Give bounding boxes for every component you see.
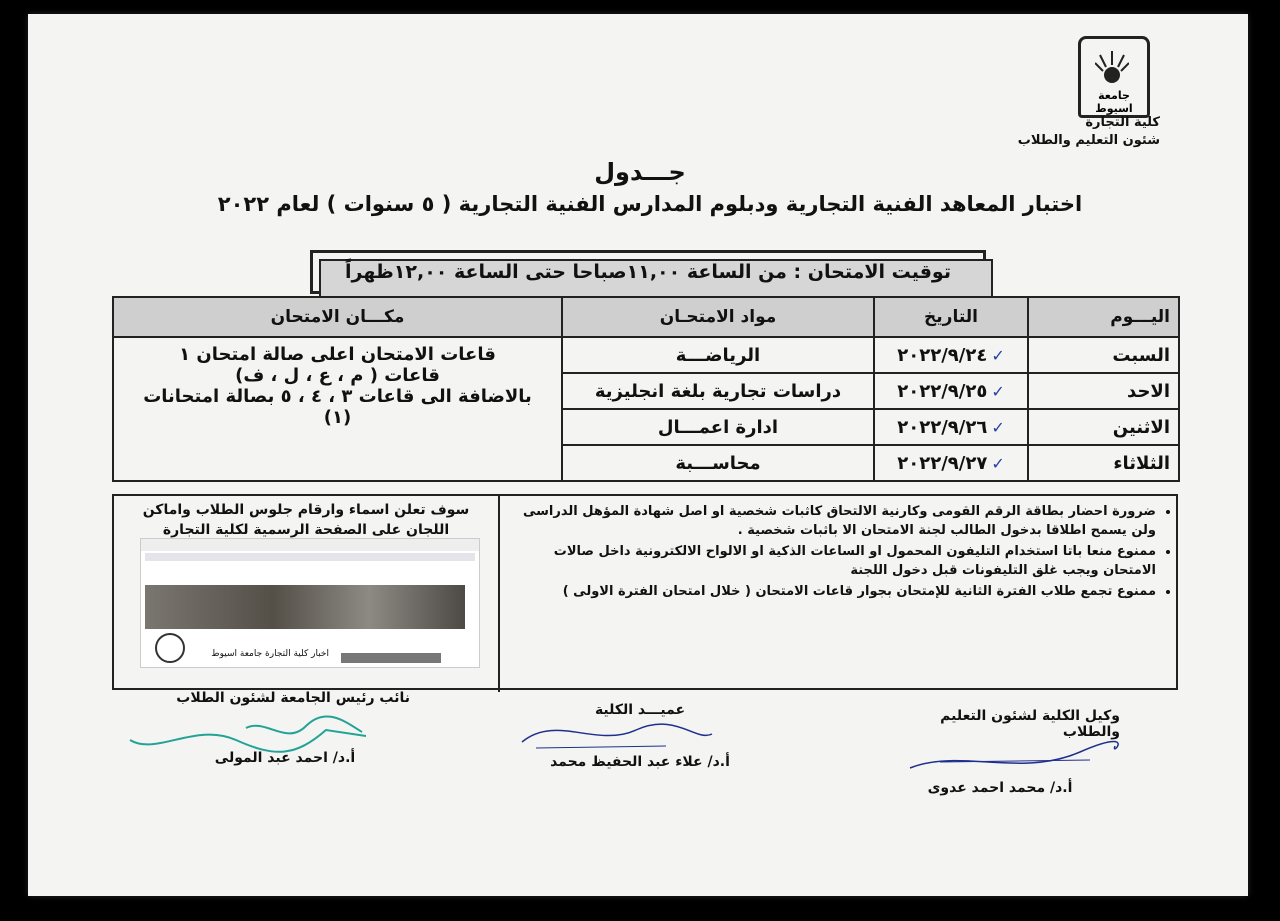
place-line: قاعات الامتحان اعلى صالة امتحان ١ — [179, 344, 496, 365]
header-day: اليـــوم — [1028, 297, 1179, 337]
place-line: بالاضافة الى قاعات ٣ ، ٤ ، ٥ بصالة امتحانات (١) — [143, 386, 532, 428]
subject-cell: الرياضـــة — [562, 337, 874, 373]
subject-cell: ادارة اعمـــال — [562, 409, 874, 445]
handwritten-signature-vice-dean — [900, 738, 1120, 778]
list-item: • ضرورة احضار بطاقة الرقم القومى وكارنية الالتحاق كاثبات شخصية او اصل شهادة المؤهل الدراسى ولن يسمح اطلاقا بدخول الطالب لجنة الامتحان الا باثبات شخصية . — [506, 502, 1156, 540]
list-item: • ممنوع منعا باتا استخدام التليفون المحمول او الساعات الذكية او الالواح الالكترونية داخل صالات الامتحان ويجب غلق التليفونات قبل دخول اللجنة — [506, 542, 1156, 580]
day-cell: الاثنين — [1028, 409, 1179, 445]
sun-emblem-icon — [1095, 49, 1129, 83]
signatory-name: أ.د/ احمد عبد المولى — [214, 750, 356, 766]
list-item: • ممنوع تجمع طلاب الفترة الثانية للإمتحان بجوار قاعات الامتحان ( خلال امتحان الفترة الاولى ) — [506, 582, 1156, 601]
day-cell: السبت — [1028, 337, 1179, 373]
university-logo — [1078, 36, 1150, 118]
handwritten-signature-vp — [126, 716, 376, 760]
check-mark-icon: ✓ — [991, 345, 1005, 365]
subject-cell: دراسات تجارية بلغة انجليزية — [562, 373, 874, 409]
logo-text: جامعة اسيوط — [1095, 89, 1133, 115]
check-mark-icon: ✓ — [991, 381, 1005, 401]
page-button — [341, 653, 441, 663]
exam-timing-box — [310, 250, 986, 294]
signatory-title: نائب رئيس الجامعة لشئون الطلاب — [176, 690, 410, 706]
day-cell: الاحد — [1028, 373, 1179, 409]
date-cell: ✓٢٠٢٢/٩/٢٧ — [874, 445, 1028, 481]
date-cell: ✓٢٠٢٢/٩/٢٥ — [874, 373, 1028, 409]
department-name: شئون التعليم والطلاب — [1017, 133, 1160, 148]
document-title: جـــدول — [594, 158, 686, 186]
page-caption: اخبار كلية التجارة جامعة اسيوط — [211, 649, 329, 659]
instructions-list — [506, 502, 1174, 603]
header-date: التاريخ — [874, 297, 1028, 337]
date-cell: ✓٢٠٢٢/٩/٢٤ — [874, 337, 1028, 373]
header-subject: مواد الامتحـان — [562, 297, 874, 337]
facebook-page-screenshot — [140, 538, 480, 668]
header-place: مكـــان الامتحان — [113, 297, 562, 337]
document-subtitle: اختبار المعاهد الفنية التجارية ودبلوم المدارس الفنية التجارية ( ٥ سنوات ) لعام ٢٠٢٢ — [217, 192, 1083, 216]
check-mark-icon: ✓ — [991, 417, 1005, 437]
subject-cell: محاســـبة — [562, 445, 874, 481]
announcement-text: سوف تعلن اسماء وارقام جلوس الطلاب واماكن اللجان على الصفحة الرسمية لكلية التجارة — [142, 502, 470, 538]
browser-bar — [141, 539, 479, 551]
handwritten-signature-dean — [516, 712, 716, 752]
cover-photo — [145, 585, 465, 629]
table-header-row — [113, 297, 1179, 337]
day-cell: الثلاثاء — [1028, 445, 1179, 481]
signatory-title: عميـــد الكلية — [594, 702, 686, 718]
college-header — [1010, 114, 1160, 150]
college-name: كلية التجارة — [1085, 115, 1160, 130]
signatory-name: أ.د/ علاء عبد الحفيظ محمد — [550, 754, 730, 770]
check-mark-icon: ✓ — [991, 453, 1005, 473]
instructions-box — [112, 494, 1178, 690]
address-bar — [145, 553, 475, 561]
table-row — [113, 337, 1179, 373]
exam-timing-text: توقيت الامتحان : من الساعة ١١,٠٠صباحا حتى الساعة ١٢,٠٠ظهراً — [345, 261, 951, 283]
signatory-title: وكيل الكلية لشئون التعليم والطلاب — [940, 708, 1120, 740]
signatory-name: أ.د/ محمد احمد عدوى — [927, 780, 1073, 796]
exam-place-cell — [113, 337, 562, 481]
date-cell: ✓٢٠٢٢/٩/٢٦ — [874, 409, 1028, 445]
place-line: قاعات ( م ، ع ، ل ، ف) — [235, 365, 440, 386]
exam-schedule-table — [112, 296, 1180, 482]
divider — [498, 496, 500, 692]
college-seal-icon — [155, 633, 185, 663]
